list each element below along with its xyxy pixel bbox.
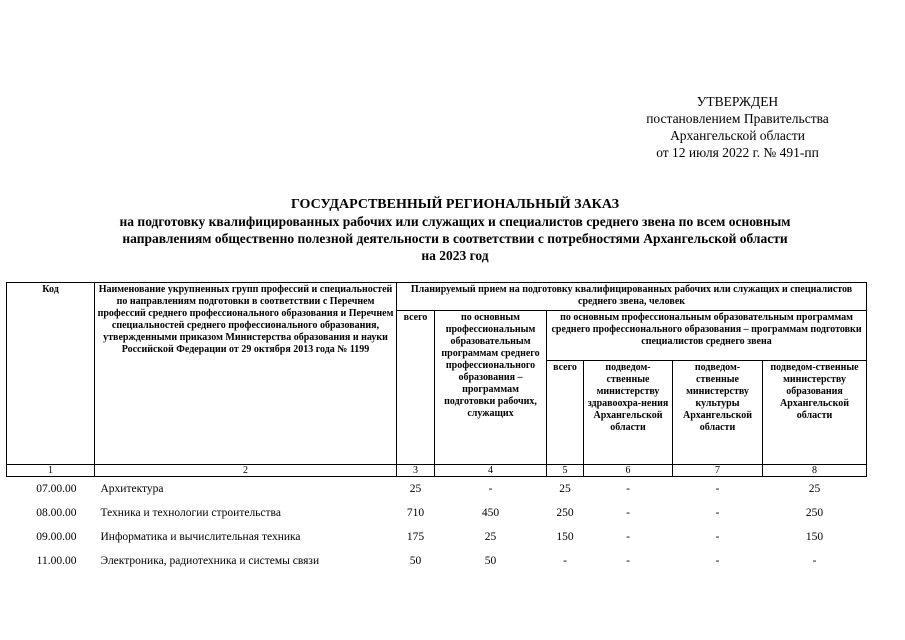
row-culture: - [715,483,720,495]
row-name: Архитектура [100,483,164,495]
table-row [7,501,867,525]
header-spec-total: всего [547,361,584,465]
column-number: 1 [7,465,95,477]
row-code: 08.00.00 [36,507,77,519]
column-number-row [7,465,867,477]
row-name: Техника и технологии строительства [100,507,281,519]
row-health: - [626,531,630,543]
header-culture: подведом-ственные министерству культуры Архангельской области [673,361,763,465]
title-line: на подготовку квалифицированных рабочих или служащих и специалистов среднего звена по всем основным [119,214,791,229]
column-number: 7 [673,465,763,477]
order-table [6,282,867,573]
approval-block [600,93,875,161]
table-row [7,549,867,573]
row-workers: 450 [481,507,500,519]
row-workers: 25 [484,531,497,543]
row-code: 07.00.00 [36,483,77,495]
row-total: 25 [409,483,422,495]
row-total: 175 [406,531,425,543]
row-spec-total: 250 [556,507,574,519]
header-planned: Планируемый прием на подготовку квалифицированных рабочих или служащих и специалистов среднего звена, человек [397,283,867,311]
title-line: направлениям общественно полезной деятельности в соответствии с потребностями Архангельской области [122,231,788,246]
column-number: 4 [435,465,547,477]
row-workers: 50 [484,555,497,567]
header-workers: по основным профессиональным образовательным программам среднего профессионального образования – программам подготовки рабочих, служащих [435,311,547,465]
column-number: 6 [584,465,673,477]
row-name: Информатика и вычислительная техника [100,531,301,543]
title-main: ГОСУДАРСТВЕННЫЙ РЕГИОНАЛЬНЫЙ ЗАКАЗ [290,197,619,212]
row-health: - [626,507,630,519]
row-culture: - [715,507,720,519]
document-title [40,196,870,264]
header-specialists: по основным профессиональным образовательным программам среднего профессионального образования – программам подготовки специалистов среднего звена [547,311,867,361]
row-education: 150 [805,531,824,543]
row-education: 250 [805,507,824,519]
approval-line: постановлением Правительства [646,111,829,126]
approval-heading: УТВЕРЖДЕН [696,94,779,109]
approval-date: от 12 июля 2022 г. № 491-пп [656,145,819,160]
column-number: 8 [763,465,867,477]
approval-line: Архангельской области [670,128,805,143]
table-row [7,477,867,502]
row-code: 09.00.00 [36,531,77,543]
row-health: - [626,483,630,495]
row-culture: - [715,555,720,567]
column-number: 5 [547,465,584,477]
row-education: 25 [808,483,821,495]
row-spec-total: 150 [556,531,574,543]
row-name: Электроника, радиотехника и системы связи [100,555,320,567]
title-year: на 2023 год [421,248,489,263]
header-education: подведом-ственные министерству образования Архангельской области [763,361,867,465]
column-number: 3 [397,465,435,477]
row-workers: - [488,483,493,495]
table-row [7,525,867,549]
header-code: Код [7,283,95,465]
row-education: - [812,555,817,567]
row-code: 11.00.00 [36,555,77,567]
header-total: всего [397,311,435,465]
row-total: 50 [409,555,422,567]
row-spec-total: 25 [559,483,571,495]
column-number: 2 [95,465,397,477]
row-spec-total: - [563,555,567,567]
row-culture: - [715,531,720,543]
header-name: Наименование укрупненных групп профессий и специальностей по направлениям подготовки в соответствии с Перечнем профессий среднего профессионального образования и Перечнем специальностей среднего профессионального образования, утвержденными приказом Министерства образования и науки Российской Федерации от 29 октября 2013 года № 1199 [95,283,397,465]
row-health: - [626,555,630,567]
header-health: подведом-ственные министерству здравоохра-нения Архангельской области [584,361,673,465]
row-total: 710 [406,507,425,519]
